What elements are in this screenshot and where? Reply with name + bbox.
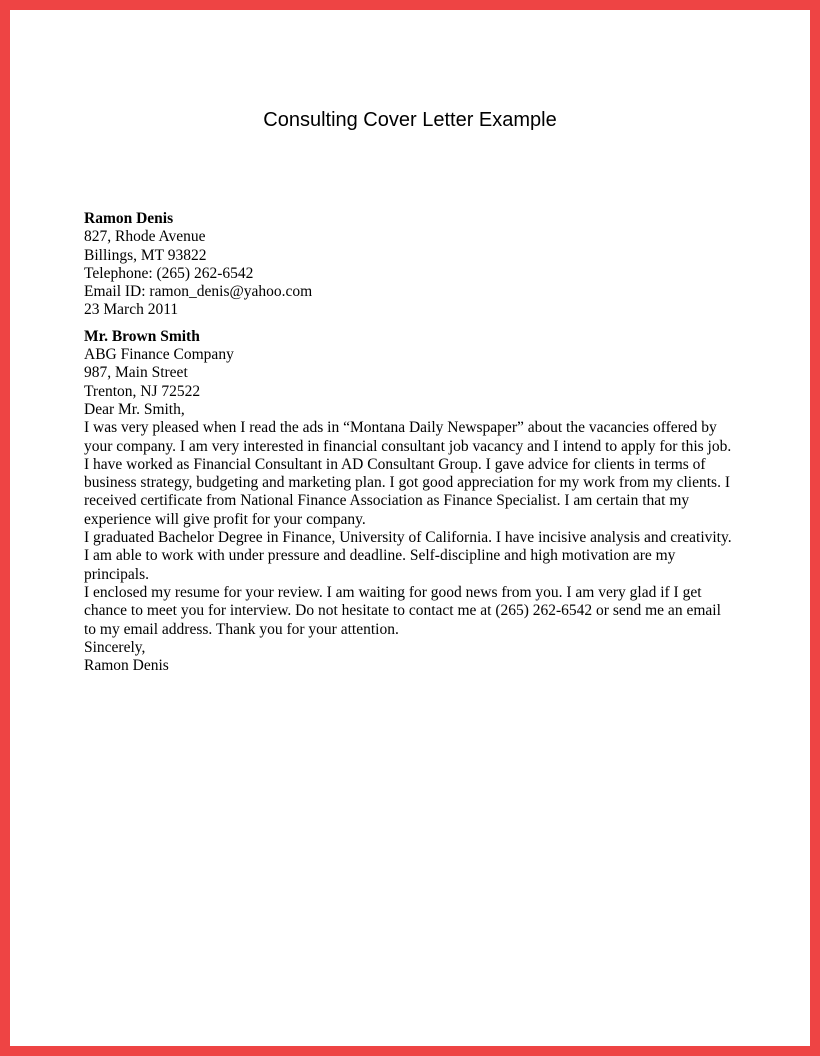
paragraph-2: I have worked as Financial Consultant in AD Consultant Group. I gave advice for clients in terms of business strategy, budgeting and marketing plan. I got good appreciation for my work from my clients. I received certificate from National Finance Association as Finance Specialist. I am certain that my experience will give profit for your company. bbox=[84, 455, 730, 528]
paragraph-1: I was very pleased when I read the ads in “Montana Daily Newspaper” about the vacancies offered by your company. I am very interested in financial consultant job vacancy and I intend to apply for this job. bbox=[84, 419, 732, 455]
recipient-address-line1: 987, Main Street bbox=[84, 364, 188, 382]
salutation: Dear Mr. Smith, bbox=[84, 400, 185, 418]
recipient-name: Mr. Brown Smith bbox=[84, 327, 200, 345]
sender-name: Ramon Denis bbox=[84, 210, 174, 227]
sender-address-line1: 827, Rhode Avenue bbox=[84, 228, 206, 246]
recipient-address-line2: Trenton, NJ 72522 bbox=[84, 382, 201, 400]
closing: Sincerely, bbox=[84, 638, 146, 656]
letter-body bbox=[84, 210, 734, 675]
letter-date: 23 March 2011 bbox=[84, 301, 179, 319]
paragraph-4: I enclosed my resume for your review. I am waiting for good news from you. I am very glad if I get chance to meet you for interview. Do not hesitate to contact me at (265) 262-6542 or send me an email to my email address. Thank you for your attention. bbox=[84, 583, 721, 638]
paragraph-3: I graduated Bachelor Degree in Finance, University of California. I have incisive analysis and creativity. I am able to work with under pressure and deadline. Self-discipline and high motivation are my principals. bbox=[84, 529, 732, 583]
signature: Ramon Denis bbox=[84, 657, 169, 675]
document-title: Consulting Cover Letter Example bbox=[263, 109, 557, 131]
sender-email: Email ID: ramon_denis@yahoo.com bbox=[84, 283, 313, 301]
sender-address-line2: Billings, MT 93822 bbox=[84, 246, 207, 264]
sender-telephone: Telephone: (265) 262-6542 bbox=[84, 264, 254, 282]
recipient-company: ABG Finance Company bbox=[84, 346, 234, 364]
recipient-block bbox=[84, 328, 734, 401]
sender-block bbox=[84, 210, 734, 301]
